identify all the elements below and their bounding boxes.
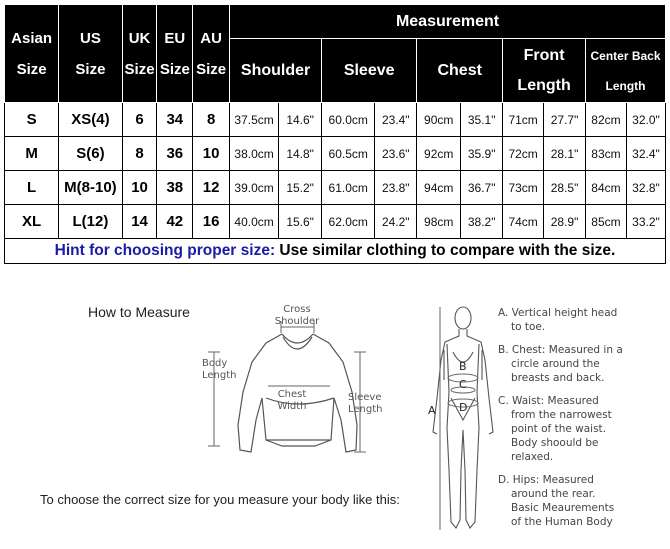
cell-back-in: 32.0" — [626, 103, 665, 137]
hint-text: Use similar clothing to compare with the size. — [275, 242, 616, 259]
header-eu-size: EU Size — [157, 5, 193, 103]
header-au-size: AU Size — [193, 5, 230, 103]
cell-back-cm: 85cm — [586, 205, 627, 239]
letter-a: A — [428, 404, 436, 417]
cell-chest-cm: 90cm — [417, 103, 461, 137]
cell-sleeve-in: 23.6" — [375, 137, 417, 171]
cell-uk: 6 — [122, 103, 157, 137]
cell-chest-in: 35.1" — [461, 103, 503, 137]
cell-shoulder-cm: 38.0cm — [230, 137, 279, 171]
cell-chest-in: 36.7" — [461, 171, 503, 205]
cell-front-cm: 73cm — [503, 171, 544, 205]
cell-front-in: 28.9" — [544, 205, 586, 239]
cell-asian: M — [5, 137, 59, 171]
cell-chest-cm: 98cm — [417, 205, 461, 239]
cell-chest-in: 38.2" — [461, 205, 503, 239]
cell-front-in: 28.5" — [544, 171, 586, 205]
letter-c: C — [459, 378, 467, 391]
cell-shoulder-cm: 39.0cm — [230, 171, 279, 205]
cell-au: 16 — [193, 205, 230, 239]
cross-shoulder-label-2: Shoulder — [274, 316, 320, 327]
note-d: D. Hips: Measured around the rear. Basic Meaurements of the Human Body — [498, 474, 615, 528]
sleeve-length-label-2: Length — [348, 404, 383, 415]
header-measurement: Measurement — [230, 5, 666, 39]
cell-eu: 38 — [157, 171, 193, 205]
cell-chest-cm: 94cm — [417, 171, 461, 205]
cell-front-in: 27.7" — [544, 103, 586, 137]
header-uk-size: UK Size — [122, 5, 157, 103]
cell-us: M(8-10) — [59, 171, 122, 205]
cell-chest-in: 35.9" — [461, 137, 503, 171]
hint-label: Hint for choosing proper size: — [54, 242, 276, 259]
cell-uk: 10 — [122, 171, 157, 205]
cell-sleeve-in: 23.4" — [375, 103, 417, 137]
cell-asian: XL — [5, 205, 59, 239]
header-front-length: Front Length — [503, 39, 586, 103]
cell-back-cm: 82cm — [586, 103, 627, 137]
cell-sleeve-cm: 62.0cm — [322, 205, 375, 239]
header-center-back-length: Center Back Length — [586, 39, 666, 103]
note-c: C. Waist: Measured from the narrowest point of the waist. Body shoould be relaxed. — [498, 395, 612, 463]
header-sleeve: Sleeve — [322, 39, 417, 103]
cell-shoulder-in: 15.2" — [279, 171, 322, 205]
choose-size-instruction: To choose the correct size for you measure your body like this: — [40, 492, 400, 507]
cell-shoulder-cm: 40.0cm — [230, 205, 279, 239]
how-to-measure-title: How to Measure — [88, 304, 190, 320]
cell-shoulder-in: 14.8" — [279, 137, 322, 171]
letter-d: D — [459, 401, 468, 414]
cross-shoulder-label: Cross — [283, 304, 311, 315]
cell-sleeve-in: 24.2" — [375, 205, 417, 239]
cell-us: XS(4) — [59, 103, 122, 137]
cell-back-in: 33.2" — [626, 205, 665, 239]
cell-us: L(12) — [59, 205, 122, 239]
header-chest: Chest — [417, 39, 503, 103]
cell-sleeve-cm: 60.5cm — [322, 137, 375, 171]
cell-eu: 34 — [157, 103, 193, 137]
chest-width-label-2: Width — [277, 401, 307, 412]
cell-back-cm: 84cm — [586, 171, 627, 205]
chest-width-label: Chest — [277, 389, 307, 400]
cell-uk: 8 — [122, 137, 157, 171]
cell-shoulder-cm: 37.5cm — [230, 103, 279, 137]
cell-shoulder-in: 15.6" — [279, 205, 322, 239]
cell-front-in: 28.1" — [544, 137, 586, 171]
body-measure-lines — [440, 307, 478, 530]
note-a: A. Vertical height head to toe. — [498, 307, 618, 333]
cell-back-cm: 83cm — [586, 137, 627, 171]
cell-sleeve-cm: 61.0cm — [322, 171, 375, 205]
cell-shoulder-in: 14.6" — [279, 103, 322, 137]
cell-uk: 14 — [122, 205, 157, 239]
cell-eu: 42 — [157, 205, 193, 239]
measurement-notes — [498, 306, 658, 538]
measure-arrows — [208, 321, 366, 452]
cell-sleeve-in: 23.8" — [375, 171, 417, 205]
letter-b: B — [459, 360, 467, 373]
header-shoulder: Shoulder — [230, 39, 322, 103]
cell-back-in: 32.4" — [626, 137, 665, 171]
body-length-label-2: Length — [202, 370, 237, 381]
cell-asian: L — [5, 171, 59, 205]
cell-au: 8 — [193, 103, 230, 137]
cell-front-cm: 72cm — [503, 137, 544, 171]
header-asian-size: Asian Size — [5, 5, 59, 103]
cell-back-in: 32.8" — [626, 171, 665, 205]
human-body-figure — [433, 307, 493, 528]
sleeve-length-label: Sleeve — [348, 392, 382, 403]
header-us-size: US Size — [59, 5, 122, 103]
cell-front-cm: 74cm — [503, 205, 544, 239]
cell-sleeve-cm: 60.0cm — [322, 103, 375, 137]
cell-asian: S — [5, 103, 59, 137]
cell-front-cm: 71cm — [503, 103, 544, 137]
cell-eu: 36 — [157, 137, 193, 171]
cell-us: S(6) — [59, 137, 122, 171]
body-length-label: Body — [202, 358, 228, 369]
cell-au: 12 — [193, 171, 230, 205]
note-b: B. Chest: Measured in a circle around the breasts and back. — [498, 344, 623, 384]
cell-au: 10 — [193, 137, 230, 171]
cell-chest-cm: 92cm — [417, 137, 461, 171]
